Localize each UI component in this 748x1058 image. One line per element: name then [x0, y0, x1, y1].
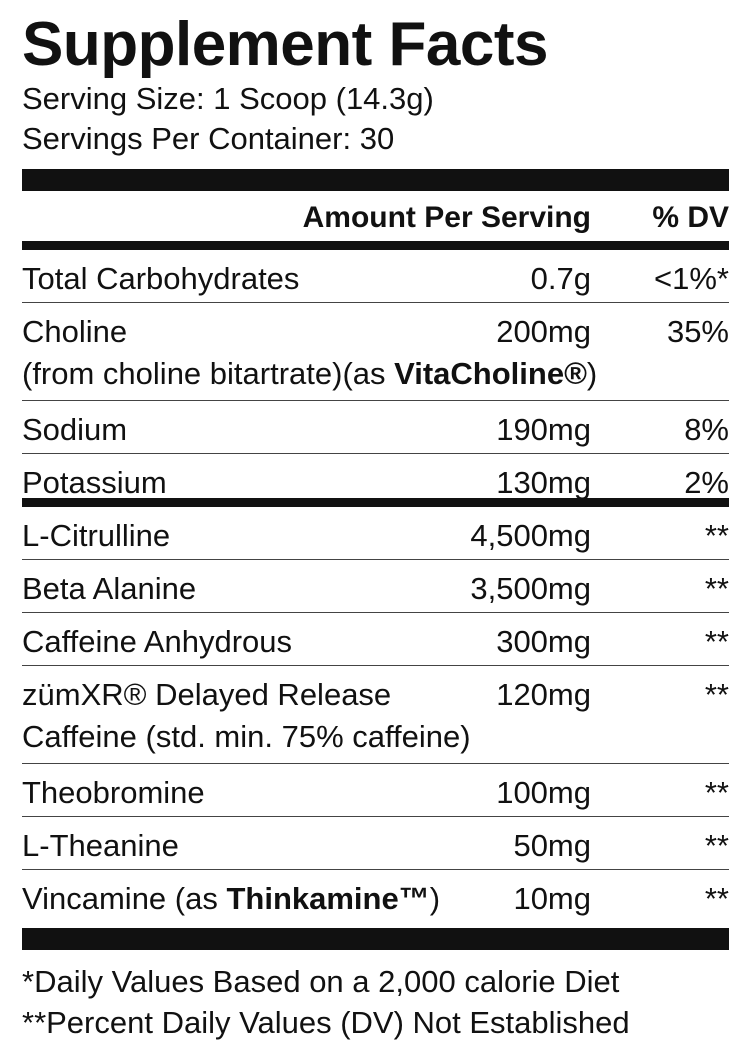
ingredient-name: Theobromine — [22, 775, 205, 810]
ingredient-amount: 120mg — [496, 677, 591, 712]
brand-thinkamine: Thinkamine™ — [226, 881, 430, 916]
nutrient-row-choline — [22, 302, 729, 400]
nutrient-row-total-carbohydrates — [22, 250, 729, 302]
panel-title: Supplement Facts — [22, 10, 548, 79]
footnote-dv-not-established: **Percent Daily Values (DV) Not Established — [22, 1005, 630, 1040]
ingredient-row-caffeine-anhydrous — [22, 612, 729, 665]
ingredient-amount: 100mg — [496, 775, 591, 810]
nutrient-amount: 0.7g — [530, 261, 591, 296]
ingredient-name: L-Theanine — [22, 828, 179, 863]
ingredient-amount: 10mg — [513, 881, 591, 916]
nutrient-amount: 190mg — [496, 412, 591, 447]
serving-size: Serving Size: 1 Scoop (14.3g) — [22, 81, 434, 116]
nutrient-dv: 2% — [684, 465, 729, 500]
nutrient-name: Potassium — [22, 465, 167, 500]
ingredient-dv: ** — [704, 677, 729, 712]
ingredient-row-theobromine — [22, 763, 729, 816]
amount-per-serving-header: Amount Per Serving — [302, 201, 591, 234]
ingredient-amount: 300mg — [496, 624, 591, 659]
nutrient-dv: 35% — [666, 314, 729, 349]
nutrient-name: Sodium — [22, 412, 128, 447]
footnote-daily-values: *Daily Values Based on a 2,000 calorie Diet — [22, 964, 620, 999]
ingredient-row-l-citrulline — [22, 507, 729, 559]
ingredient-amount: 50mg — [513, 828, 591, 863]
ingredient-amount: 3,500mg — [470, 571, 591, 606]
nutrient-name: Choline — [22, 314, 128, 349]
servings-per-container: Servings Per Container: 30 — [22, 121, 395, 156]
nutrient-dv: 8% — [684, 412, 729, 447]
ingredient-description: Caffeine (std. min. 75% caffeine) — [22, 719, 471, 754]
ingredient-row-beta-alanine — [22, 559, 729, 612]
brand-vitacholine: VitaCholine® — [394, 356, 587, 391]
ingredient-row-zumxr — [22, 665, 729, 763]
nutrient-row-sodium — [22, 400, 729, 453]
nutrient-row-potassium — [22, 453, 729, 498]
ingredient-dv: ** — [704, 828, 729, 863]
ingredient-dv: ** — [704, 571, 729, 606]
ingredient-row-vincamine — [22, 869, 729, 928]
ingredient-dv: ** — [704, 775, 729, 810]
ingredient-name: L-Citrulline — [22, 518, 171, 553]
nutrient-dv: <1%* — [654, 261, 729, 296]
ingredient-row-l-theanine — [22, 816, 729, 869]
nutrient-name: Total Carbohydrates — [22, 261, 300, 296]
ingredient-name: Vincamine (as Thinkamine™) — [22, 881, 441, 916]
ingredient-amount: 4,500mg — [470, 518, 591, 553]
bottom-thick-rule — [22, 928, 729, 950]
column-header — [22, 191, 729, 241]
dv-header: % DV — [652, 201, 729, 234]
ingredient-dv: ** — [704, 624, 729, 659]
ingredient-name: Beta Alanine — [22, 571, 197, 606]
ingredient-dv: ** — [704, 518, 729, 553]
ingredient-dv: ** — [704, 881, 729, 916]
supplement-facts-panel — [22, 0, 729, 1043]
nutrient-amount: 200mg — [496, 314, 591, 349]
ingredient-name: Caffeine Anhydrous — [22, 624, 293, 659]
top-thick-rule — [22, 169, 729, 191]
nutrient-amount: 130mg — [496, 465, 591, 500]
header-rule — [22, 241, 729, 250]
nutrient-source-note: (from choline bitartrate)(as VitaCholine®) — [22, 356, 598, 391]
ingredient-name: zümXR® Delayed Release — [22, 677, 392, 712]
